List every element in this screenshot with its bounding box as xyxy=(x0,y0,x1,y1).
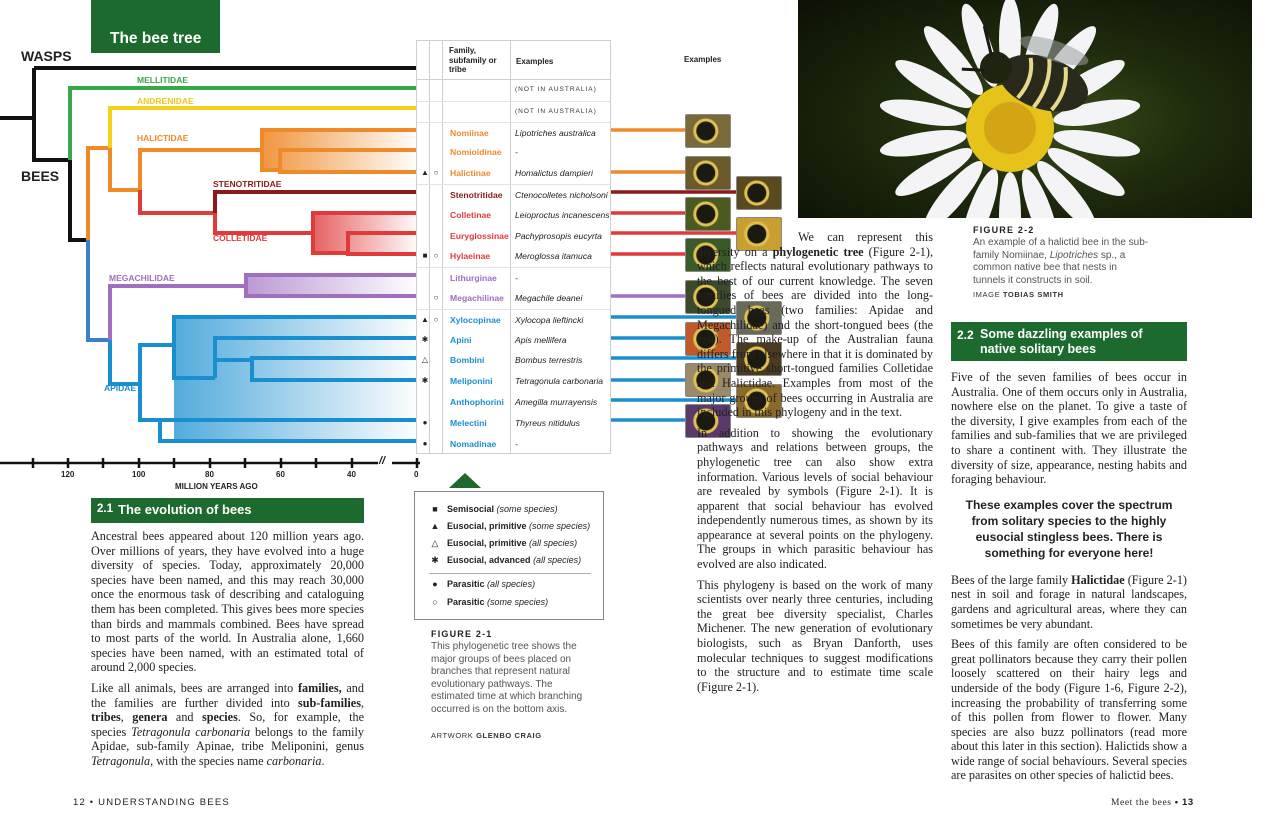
left-column-text xyxy=(91,529,364,775)
clade-label-colletidae: COLLETIDAE xyxy=(213,233,268,243)
social-symbol-icon: △ xyxy=(421,355,429,365)
right-paragraph-3: Bees of this family are often considered to be great pollinators because they carry their pollen loosely scattered on their hairy legs and underside of the body (Figure 1-6, Figure 2-2), increasing the probability of transferring some of this pollen from flower to flower. Many species are also buzz pollinators (read more about this later in this section). Halictids show a wide range of social behaviours. Several species are parasites on other species of halictid bees. xyxy=(951,637,1187,783)
example-species: - xyxy=(515,273,518,284)
eusocial-open-triangle-icon: △ xyxy=(431,538,439,548)
family-name: Euryglossinae xyxy=(450,230,509,241)
left-paragraph-2: Like all animals, bees are arranged into families, and the families are further divided into sub-families, tribes, genera and species. So, for example, the species Tetragonula carbonaria belongs to the family Apidae, sub-family Apinae, tribe Meliponini, genus Tetragonula, with the species name carbonaria. xyxy=(91,680,364,768)
eusocial-asterisk-icon: ✱ xyxy=(431,555,439,565)
axis-tick-label: 0 xyxy=(414,470,419,479)
legend-label: Parasitic xyxy=(447,579,485,589)
example-species: - xyxy=(515,438,518,449)
family-name: Xylocopinae xyxy=(450,314,501,325)
table-row xyxy=(417,392,610,413)
legend-label: Eusocial, primitive xyxy=(447,538,527,548)
family-name: Halictinae xyxy=(450,168,491,179)
table-row xyxy=(417,205,610,226)
family-name: Apini xyxy=(450,334,472,345)
fig21-title: FIGURE 2-1 xyxy=(431,629,493,639)
halictid-bee-photo xyxy=(798,0,1252,218)
example-species: Leioproctus incanescens xyxy=(515,209,610,220)
social-symbol-icon: ▲ xyxy=(421,168,429,178)
axis-break: // xyxy=(379,455,386,467)
pointer-triangle-icon xyxy=(449,473,481,489)
table-header-examples: Examples xyxy=(516,57,554,66)
family-name: Meliponini xyxy=(450,376,493,387)
social-symbol-icon: ● xyxy=(422,438,428,448)
legend-note: (all species) xyxy=(529,538,578,548)
middle-paragraph-3: This phylogeny is based on the work of many scientists over nearly three centuries, including the great bee diversity specialist, Charles Michener. The new generation of evolutionary biologists, such as Bryan Danforth, uses molecular techniques to suggest modifications to the structure and to estimate time scale (Figure 2-1). xyxy=(697,577,933,694)
right-paragraph-2: Bees of the large family Halictidae (Figure 2-1) nest in soil and forage in natural landscapes, gardens and agricultural areas, where they can sometimes be very abundant. xyxy=(951,572,1187,631)
table-row xyxy=(417,309,610,331)
bee-thumbnail-image xyxy=(685,156,731,190)
example-species: Xylocopa lieftincki xyxy=(515,314,584,325)
social-symbol-icon: ✱ xyxy=(421,334,429,344)
fig21-caption: This phylogenetic tree shows the major groups of bees placed on branches that represent natural evolutionary pathways. The estimated time at which branching occurred is on the bottom axis. xyxy=(431,641,583,715)
axis-tick-label: 80 xyxy=(205,470,214,479)
section-2-2-banner xyxy=(951,322,1187,361)
symbol-legend xyxy=(414,491,604,620)
bee-thumbnail-image xyxy=(736,176,782,210)
clade-label-megachilidae: MEGACHILIDAE xyxy=(109,273,175,283)
axis-tick-label: 120 xyxy=(61,470,75,479)
right-column-text xyxy=(951,370,1187,789)
fig21-credit-label: ARTWORK xyxy=(431,731,474,740)
section-2-2-title: Some dazzling examples of native solitary bees xyxy=(980,327,1143,356)
social-symbol-icon: ● xyxy=(422,417,428,427)
example-species: Tetragonula carbonaria xyxy=(515,376,604,387)
phylogenetic-tree xyxy=(0,0,800,500)
parasitic-symbol-icon: ○ xyxy=(433,251,439,261)
tree-title: The bee tree xyxy=(110,30,202,47)
parasitic-circle-icon: ○ xyxy=(432,597,438,607)
example-species: Thyreus nitidulus xyxy=(515,417,580,428)
footer-right: Meet the bees • 13 xyxy=(1111,797,1194,808)
fig22-title: FIGURE 2-2 xyxy=(973,225,1035,235)
footer-left: 12 • UNDERSTANDING BEES xyxy=(73,797,230,808)
clade-label-apidae: APIDAE xyxy=(104,383,137,393)
table-row xyxy=(417,122,610,144)
section-2-1-banner xyxy=(91,498,364,523)
section-2-1-number: 2.1 xyxy=(97,503,113,515)
social-symbol-icon: ■ xyxy=(422,251,428,261)
legend-label: Parasitic xyxy=(447,597,485,607)
table-row xyxy=(417,434,610,455)
family-table xyxy=(416,40,611,454)
semisocial-square-icon: ■ xyxy=(432,504,438,514)
example-species: Megachile deanei xyxy=(515,293,583,303)
family-name: Bombini xyxy=(450,355,485,366)
example-species: (NOT IN AUSTRALIA) xyxy=(515,107,597,115)
legend-note: (all species) xyxy=(533,555,582,565)
legend-label: Eusocial, primitive xyxy=(447,521,527,531)
clade-label-mellitidae: MELLITIDAE xyxy=(137,75,188,85)
example-species: Lipotriches australica xyxy=(515,127,596,138)
legend-note: (some species) xyxy=(529,521,591,531)
eusocial-triangle-icon: ▲ xyxy=(430,521,440,531)
example-species: Bombus terrestris xyxy=(515,355,583,366)
family-name: Nomiinae xyxy=(450,127,489,138)
table-row xyxy=(417,80,610,101)
table-row xyxy=(417,101,610,123)
social-symbol-icon: ✱ xyxy=(421,376,429,386)
clade-label-stenotritidae: STENOTRITIDAE xyxy=(213,179,282,189)
section-2-1-title: The evolution of bees xyxy=(118,502,252,517)
middle-paragraph-2: In addition to showing the evolutionary pathways and relations between groups, the phylogenetic tree can also show extra information. Various levels of social behaviour are revealed by symbols (Figure 2-1). It is apparent that social behaviour has evolved independently numerous times, as shown by its appearance at several points on the phylogeny. The groups in which parasitic behaviour has evolved are also indicated. xyxy=(697,425,933,572)
family-name: Colletinae xyxy=(450,209,492,220)
parasitic-symbol-icon: ○ xyxy=(433,314,439,324)
legend-label: Eusocial, advanced xyxy=(447,555,531,565)
example-species: Apis mellifera xyxy=(515,334,567,345)
fig22-credit-label: IMAGE xyxy=(973,290,1001,299)
family-name: Anthophorini xyxy=(450,397,504,407)
bee-thumbnail-image xyxy=(685,114,731,148)
middle-column-text xyxy=(697,230,933,700)
axis-tick-label: 60 xyxy=(276,470,285,479)
family-name: Nomioidinae xyxy=(450,147,502,158)
parasitic-symbol-icon: ○ xyxy=(433,293,439,302)
fig21-credit-name: GLENBO CRAIG xyxy=(476,731,542,740)
example-species: Pachyprosopis eucyrta xyxy=(515,230,602,241)
example-species: (NOT IN AUSTRALIA) xyxy=(515,86,597,93)
fig22-caption: An example of a halictid bee in the sub-family Nomiinae, Lipotriches sp., a common native bee that nests in tunnels it constructs in soil. xyxy=(973,237,1149,286)
family-name: Lithurginae xyxy=(450,273,497,284)
table-row xyxy=(417,330,610,351)
table-row xyxy=(417,371,610,392)
left-paragraph-1: Ancestral bees appeared about 120 million years ago. Over millions of years, they have evolved into a huge diversity of species. Today, approximately 20,000 species have been named, and this may reach 30,000 once the enormous task of describing and cataloguing them has been completed. This gives bees more species than birds and mammals combined. Bees have spread to most parts of the world. In Australia alone, 1,660 species have been named, with an estimated total of around 2,000 species. xyxy=(91,529,364,675)
axis-tick-label: 100 xyxy=(132,470,146,479)
fig22-credit xyxy=(973,290,1064,299)
example-species: Amegilla murrayensis xyxy=(515,397,598,407)
daisy-bee-illustration xyxy=(798,0,1252,218)
bees-label: BEES xyxy=(21,168,60,184)
pullquote: These examples cover the spectrum from solitary species to the highly eusocial stingless bees. There is something for everyone here! xyxy=(965,497,1173,560)
middle-paragraph-1: We can represent this diversity on a phylogenetic tree (Figure 2-1), which reflects natural evolutionary pathways to the best of our current knowledge. The seven families of bees are divided into the long-tongued bees (two families: Apidae and Megachilidae) and the short-tongued bees (the rest). The make-up of the Australian fauna differs from elsewhere in that it is dominated by the primitive short-tongued families Colletidae and Halictidae. Examples from most of the major groups of bees occurring in Australia are included in this phylogeny and in the text. xyxy=(697,230,934,420)
right-paragraph-1: Five of the seven families of bees occur in Australia. One of them occurs only in Australia, nowhere else on the planet. To give a taste of the diversity, I give examples from each of the families and sub-families that we are privileged to share a continent with. They illustrate the diversity of size, appearance, nesting habits and foraging behaviour. xyxy=(951,370,1187,487)
legend-label: Semisocial xyxy=(447,504,495,514)
table-row xyxy=(417,184,610,206)
social-symbol-icon: ▲ xyxy=(421,314,429,324)
family-name: Hylaeinae xyxy=(450,251,491,262)
clade-label-halictidae: HALICTIDAE xyxy=(137,133,189,143)
axis-title: MILLION YEARS AGO xyxy=(175,482,258,491)
family-name: Nomadinae xyxy=(450,438,497,449)
table-row xyxy=(417,350,610,371)
table-row xyxy=(417,267,610,289)
example-species: Homalictus dampieri xyxy=(515,168,593,179)
section-2-2-number: 2.2 xyxy=(957,328,974,342)
wasps-label: WASPS xyxy=(21,48,72,64)
legend-note: (some species) xyxy=(496,504,558,514)
example-species: Meroglossa itamuca xyxy=(515,251,592,262)
bee-thumbnail-image xyxy=(685,197,731,231)
examples-label: Examples xyxy=(684,55,722,64)
family-name: Megachilinae xyxy=(450,293,504,303)
table-row xyxy=(417,226,610,247)
table-row xyxy=(417,246,610,267)
table-row xyxy=(417,142,610,163)
fig22-credit-name: TOBIAS SMITH xyxy=(1002,290,1064,299)
table-header-family: Family, subfamily or tribe xyxy=(449,46,497,74)
parasitic-dot-icon: ● xyxy=(432,579,438,589)
table-row xyxy=(417,163,610,184)
table-row xyxy=(417,288,610,309)
example-species: - xyxy=(515,147,518,158)
legend-note: (some species) xyxy=(487,597,549,607)
family-name: Stenotritidae xyxy=(450,190,503,200)
example-species: Ctenocolletes nicholsoni xyxy=(515,190,608,200)
legend-note: (all species) xyxy=(487,579,536,589)
fig21-credit xyxy=(431,731,542,740)
table-row xyxy=(417,413,610,434)
clade-label-andrenidae: ANDRENIDAE xyxy=(137,96,194,106)
parasitic-symbol-icon: ○ xyxy=(433,168,439,178)
axis-tick-label: 40 xyxy=(347,470,356,479)
family-name: Melectini xyxy=(450,417,487,428)
